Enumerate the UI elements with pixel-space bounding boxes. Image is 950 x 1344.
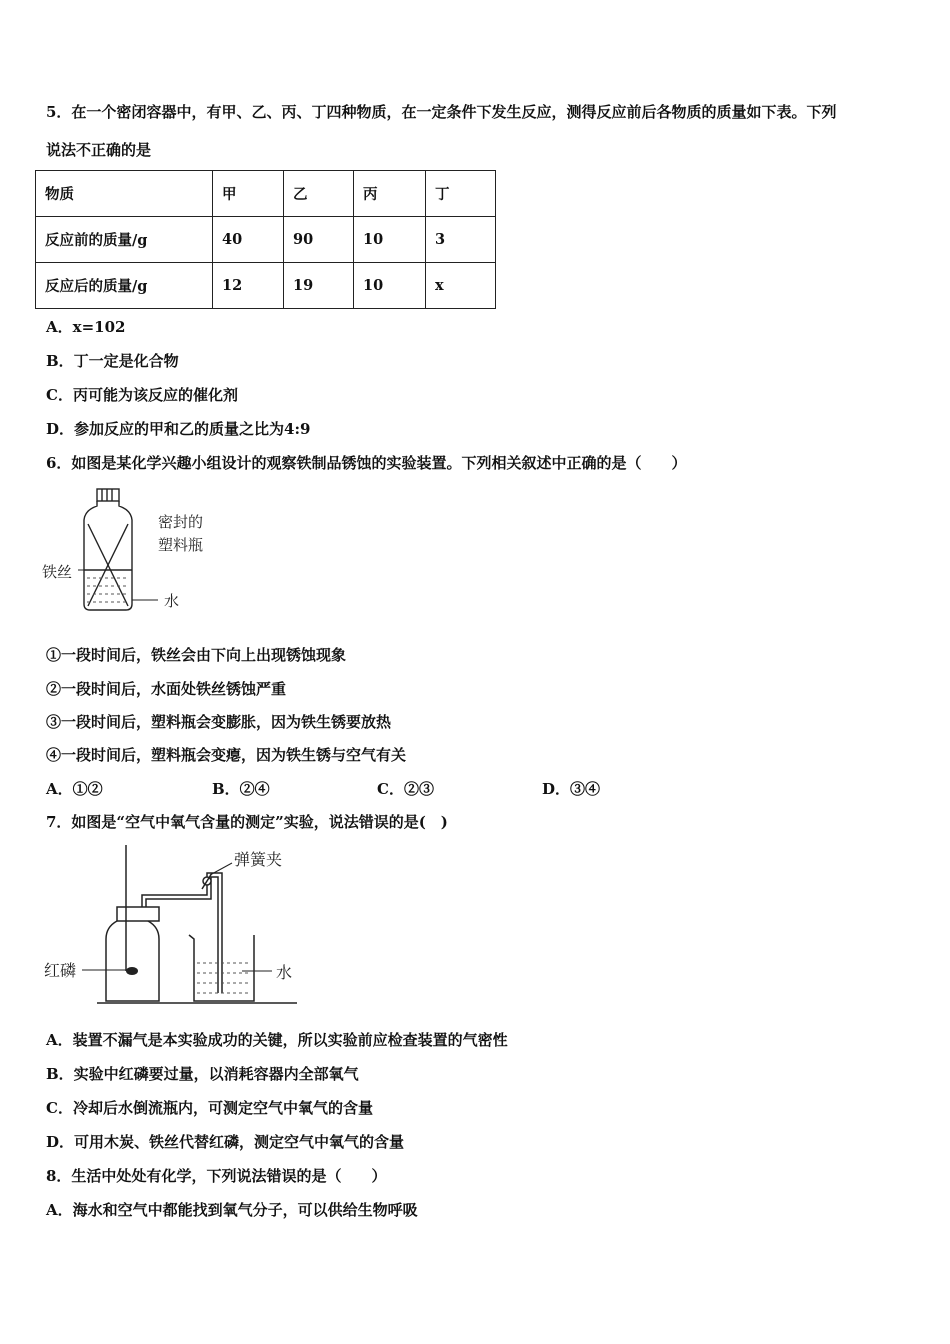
q5-option-c: C．丙可能为该反应的催化剂 [46, 386, 238, 404]
q5-option-d: D．参加反应的甲和乙的质量之比为4:9 [46, 420, 311, 438]
q6-statement-4: ④一段时间后，塑料瓶会变瘪，因为铁生锈与空气有关 [46, 746, 407, 764]
q7-stem: 7．如图是“空气中氧气含量的测定”实验，说法错误的是( ) [46, 813, 448, 831]
table-header-cell: 乙 [284, 171, 354, 217]
q6-option-b: B．②④ [212, 780, 270, 798]
q8-stem: 8．生活中处处有化学，下列说法错误的是（ ） [46, 1167, 387, 1185]
table-cell: 40 [213, 217, 284, 263]
figure-label-bottle-line2: 塑料瓶 [158, 536, 204, 554]
q5-stem-line1: 5．在一个密闭容器中，有甲、乙、丙、丁四种物质，在一定条件下发生反应，测得反应前后各物质的质量如下表。下列 [46, 103, 837, 121]
q7-option-d: D．可用木炭、铁丝代替红磷，测定空气中氧气的含量 [46, 1133, 405, 1151]
table-cell: 90 [284, 217, 354, 263]
figure-label-spring-clip: 弹簧夹 [234, 850, 283, 869]
q6-statement-2: ②一段时间后，水面处铁丝锈蚀严重 [46, 680, 287, 698]
q6-option-d: D．③④ [542, 780, 601, 798]
figure-label-red-phosphorus: 红磷 [44, 961, 77, 980]
table-cell: 10 [354, 217, 426, 263]
figure-label-water: 水 [276, 963, 293, 982]
figure-label-bottle-line1: 密封的 [158, 513, 204, 531]
q6-statement-3: ③一段时间后，塑料瓶会变膨胀，因为铁生锈要放热 [46, 713, 392, 731]
q5-mass-table [35, 170, 496, 309]
q7-option-c: C．冷却后水倒流瓶内，可测定空气中氧气的含量 [46, 1099, 373, 1117]
table-row [36, 263, 496, 309]
q7-oxygen-measurement-figure [42, 843, 302, 1008]
table-cell: 3 [426, 217, 496, 263]
table-header-row [36, 171, 496, 217]
figure-label-iron-wire: 铁丝 [42, 563, 73, 581]
q6-stem: 6．如图是某化学兴趣小组设计的观察铁制品锈蚀的实验装置。下列相关叙述中正确的是（ ） [46, 454, 687, 472]
q7-option-a: A．装置不漏气是本实验成功的关键，所以实验前应检查装置的气密性 [46, 1031, 508, 1049]
q6-option-c: C．②③ [377, 780, 434, 798]
figure-label-water: 水 [164, 592, 180, 610]
table-cell: 反应后的质量/g [36, 263, 213, 309]
table-cell: 反应前的质量/g [36, 217, 213, 263]
q5-option-a: A．x=102 [46, 318, 126, 336]
table-header-cell: 丙 [354, 171, 426, 217]
table-header-cell: 丁 [426, 171, 496, 217]
q6-rust-experiment-figure [40, 486, 230, 618]
q7-option-b: B．实验中红磷要过量，以消耗容器内全部氧气 [46, 1065, 359, 1083]
table-cell: 19 [284, 263, 354, 309]
table-header-cell: 甲 [213, 171, 284, 217]
table-cell: 10 [354, 263, 426, 309]
table-row [36, 217, 496, 263]
q5-stem-line2: 说法不正确的是 [46, 141, 152, 159]
q8-option-a: A．海水和空气中都能找到氧气分子，可以供给生物呼吸 [46, 1201, 418, 1219]
q6-statement-1: ①一段时间后，铁丝会由下向上出现锈蚀现象 [46, 646, 347, 664]
table-cell: 12 [213, 263, 284, 309]
table-header-cell: 物质 [36, 171, 213, 217]
table-cell: x [426, 263, 496, 309]
q6-option-a: A．①② [46, 780, 103, 798]
q5-option-b: B．丁一定是化合物 [46, 352, 179, 370]
